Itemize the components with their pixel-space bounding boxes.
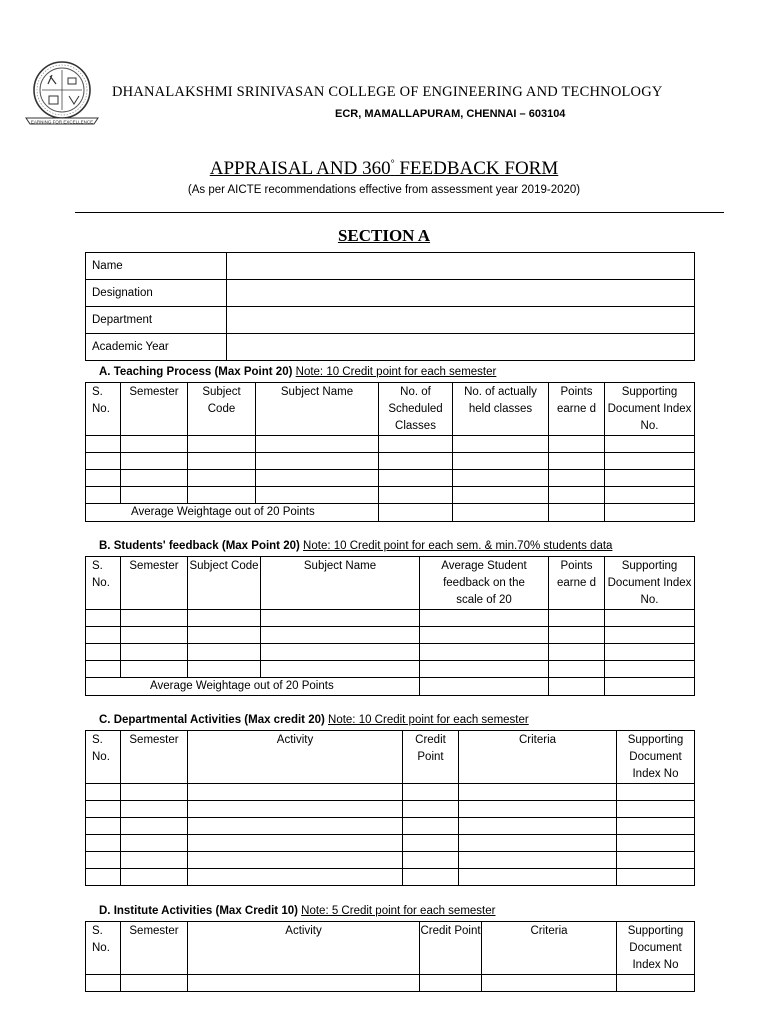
students-feedback-table [85, 556, 695, 696]
college-address: ECR, MAMALLAPURAM, CHENNAI – 603104 [335, 108, 566, 120]
table-header-row [86, 557, 695, 610]
section-title: SECTION A [337, 226, 431, 245]
teaching-process-table [85, 382, 695, 522]
college-name: DHANALAKSHMI SRINIVASAN COLLEGE OF ENGINEERING AND TECHNOLOGY [112, 84, 663, 100]
table-row [86, 610, 695, 627]
table-row [86, 784, 695, 801]
col-header: No. of actually held classes [453, 383, 549, 436]
col-header: Points earne d [549, 557, 605, 610]
section-d-caption: D. Institute Activities (Max Credit 10) Note: 5 Credit point for each semester [99, 905, 496, 917]
col-header: Semester [121, 557, 188, 610]
info-label: Academic Year [86, 334, 227, 361]
col-header: Supporting Document Index No. [605, 383, 695, 436]
col-header: S. No. [86, 731, 121, 784]
col-header: Supporting Document Index No [617, 922, 695, 975]
col-header: Activity [188, 922, 420, 975]
col-header: Activity [188, 731, 403, 784]
info-label: Designation [86, 280, 227, 307]
col-header: Supporting Document Index No. [605, 557, 695, 610]
academic-year-field[interactable] [227, 334, 695, 361]
table-row [86, 852, 695, 869]
table-row [86, 801, 695, 818]
table-row [86, 470, 695, 487]
col-header: Subject Code [188, 383, 256, 436]
table-row [86, 307, 695, 334]
col-header: No. of Scheduled Classes [379, 383, 453, 436]
average-label: Average Weightage out of 20 Points [86, 678, 420, 696]
info-table [85, 252, 695, 361]
col-header: Subject Code [188, 557, 261, 610]
table-row [86, 487, 695, 504]
table-row [86, 627, 695, 644]
table-header-row [86, 922, 695, 975]
form-subtitle: (As per AICTE recommendations effective from assessment year 2019-2020) [187, 184, 581, 196]
svg-text:EARNING FOR EXCELLENCE: EARNING FOR EXCELLENCE [30, 119, 94, 125]
table-row [86, 975, 695, 992]
average-label: Average Weightage out of 20 Points [86, 504, 379, 522]
section-a-caption: A. Teaching Process (Max Point 20) Note: 10 Credit point for each semester [99, 366, 497, 378]
col-header: Credit Point [403, 731, 459, 784]
col-header: Supporting Document Index No [617, 731, 695, 784]
col-header: Criteria [459, 731, 617, 784]
col-header: Credit Point [420, 922, 482, 975]
col-header: Average Student feedback on the scale of 20 [420, 557, 549, 610]
col-header: S. No. [86, 383, 121, 436]
col-header: Points earne d [549, 383, 605, 436]
col-header: Semester [121, 922, 188, 975]
average-row [86, 678, 695, 696]
info-label: Name [86, 253, 227, 280]
table-row [86, 280, 695, 307]
departmental-activities-table [85, 730, 695, 886]
table-row [86, 453, 695, 470]
table-row [86, 644, 695, 661]
col-header: S. No. [86, 922, 121, 975]
col-header: Semester [121, 731, 188, 784]
table-row [86, 436, 695, 453]
college-logo-icon [22, 58, 102, 130]
table-header-row [86, 731, 695, 784]
table-row [86, 869, 695, 886]
divider [75, 212, 724, 213]
table-row [86, 661, 695, 678]
info-label: Department [86, 307, 227, 334]
col-header: S. No. [86, 557, 121, 610]
section-c-caption: C. Departmental Activities (Max credit 20) Note: 10 Credit point for each semester [99, 714, 529, 726]
name-field[interactable] [227, 253, 695, 280]
table-row [86, 835, 695, 852]
col-header: Criteria [482, 922, 617, 975]
designation-field[interactable] [227, 280, 695, 307]
table-row [86, 334, 695, 361]
col-header: Subject Name [261, 557, 420, 610]
col-header: Subject Name [256, 383, 379, 436]
average-row [86, 504, 695, 522]
institute-activities-table [85, 921, 695, 992]
department-field[interactable] [227, 307, 695, 334]
table-row [86, 253, 695, 280]
table-header-row [86, 383, 695, 436]
table-row [86, 818, 695, 835]
section-b-caption: B. Students' feedback (Max Point 20) Note: 10 Credit point for each sem. & min.70% students data [99, 540, 613, 552]
form-title: APPRAISAL AND 360° FEEDBACK FORM [209, 158, 559, 179]
col-header: Semester [121, 383, 188, 436]
